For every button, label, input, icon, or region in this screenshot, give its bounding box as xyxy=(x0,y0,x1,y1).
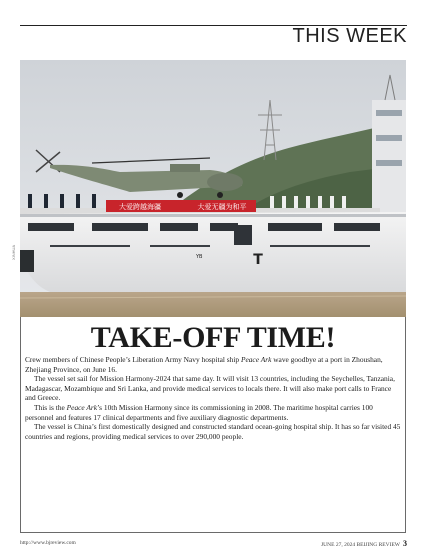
footer-info xyxy=(321,539,407,548)
ship-name: Peace Ark xyxy=(240,355,272,364)
paragraph-2: The vessel set sail for Mission Harmony-2024 that same day. It will visit 13 countries, including the Seychelles, Tanzania, Madagascar, Mozambique and Sri Lanka, and provide medical services to locals there. It will also make port calls to France and Greece. xyxy=(25,374,395,403)
paragraph-4: The vessel is China’s first domestically designed and constructed standard ocean-going hospital ship. It has so far visited 45 countries and regions, providing medical services to over 290,000 people. xyxy=(25,422,401,441)
paragraph-1: Crew members of Chinese People’s Liberation Army Navy hospital ship Peace Ark wave goodbye at a port in Zhoushan, Zhejiang Province, on June 16. xyxy=(25,355,383,374)
footer-url[interactable]: http://www.bjreview.com xyxy=(20,540,76,546)
hero-photo xyxy=(20,60,406,317)
hull-mark: T xyxy=(253,252,263,268)
svg-text:YB: YB xyxy=(196,254,203,260)
banner-right-text: 大爱无疆为和平 xyxy=(197,203,247,211)
footer-date: JUNE 27, 2024 BEIJING REVIEW xyxy=(321,542,400,548)
banner-left-text: 大爱跨越海疆 xyxy=(119,203,161,211)
section-title: THIS WEEK xyxy=(292,25,407,47)
photo-credit: XINHUA xyxy=(11,244,16,260)
ship-illustration xyxy=(20,60,406,317)
article-body xyxy=(25,355,401,441)
paragraph-3: This is the Peace Ark’s 10th Mission Harmony since its commissioning in 2008. The maritime hospital carries 100 personnel and features 17 clinical departments and five auxiliary diagnostic departments. xyxy=(25,402,373,422)
ship-name: Peace Ark xyxy=(66,402,98,412)
headline: TAKE-OFF TIME! xyxy=(90,321,336,354)
page-number: 3 xyxy=(403,539,407,548)
